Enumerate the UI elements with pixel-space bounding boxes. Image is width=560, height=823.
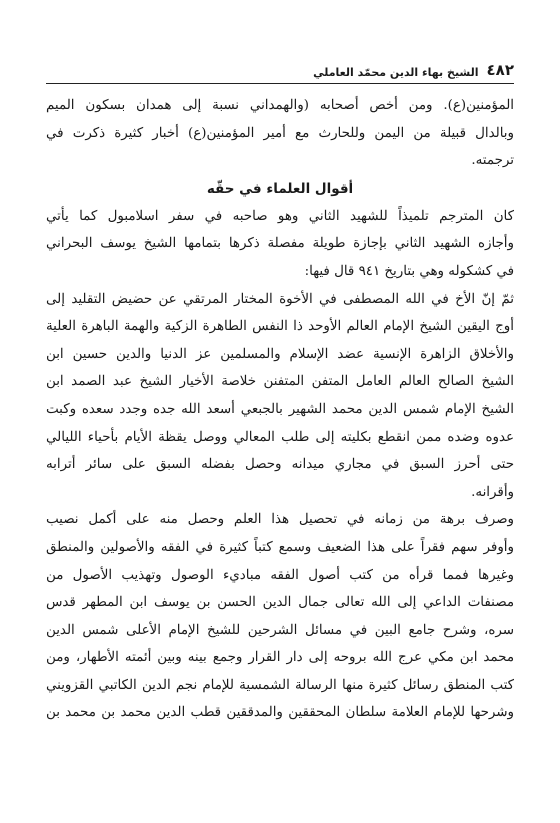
text-line: وشرحها للإمام العلامة سلطان المحققين والمدققين قطب الدين محمد بن محمد بن (46, 705, 514, 721)
text-line: ترجمته. (471, 153, 514, 169)
text-line: أوج اليقين الشيخ الإمام العالم الأوحد ذا النفس الطاهرة الزكية والهمة الباهرة العلية (46, 319, 514, 335)
text-line: كان المترجم تلميذاً للشهيد الثاني وهو صاحبه في سفر اسلامبول كما يأتي (46, 208, 514, 224)
text-line: وصرف برهة من زمانه في تحصيل هذا العلم وحصل منه على أكمل نصيب (46, 512, 514, 528)
section-heading: أقوال العلماء في حقّه (206, 180, 354, 197)
text-line: الشيخ الصالح العالم العامل المتفن المتفنن خلاصة الأخيار الشيخ عبد الصمد ابن (46, 374, 514, 390)
text-line: والأخلاق الزاهرة الإنسية عضد الإسلام والمسلمين عز الدنيا والدين حسين ابن (46, 346, 514, 362)
text-line: الشيخ الإمام شمس الدين محمد الشهير بالجبعي أسعد الله جده وجدد سعده وكبت (46, 401, 514, 417)
page-number: ٤٨٢ (486, 61, 514, 79)
text-line: حتى أحرز السبق في مجاري ميدانه وحصل بفضله السبق على سائر أترابه (46, 457, 514, 473)
text-line: ثمّ إنّ الأخ في الله المصطفى في الأخوة المختار المرتقي عن حضيض التقليد إلى (46, 291, 514, 307)
page-header (46, 58, 514, 84)
text-line: وغيرها فمما قرأه من كتب أصول الفقه مباديء الوصول وتهذيب الأصول من (46, 567, 514, 583)
running-title: الشيخ بهاء الدين محمّد العاملي (313, 66, 479, 79)
text-line: كتب المنطق رسائل كثيرة منها الرسالة الشمسية للإمام نجم الدين الكاتبي القزويني (46, 677, 514, 693)
text-line: في كشكوله وهي بتاريخ ٩٤١ قال فيها: (304, 263, 514, 279)
text-line: عدوه وضده ممن انقطع بكليته إلى طلب المعالي ووصل يقظة الأيام بأحياء الليالي (46, 429, 514, 445)
text-line: سره، وشرح جامع البين في مسائل الشرحين للشيخ الإمام الأعلى شمس الدين (46, 622, 514, 638)
book-page (46, 58, 514, 818)
text-line: وبالدال قبيلة من اليمن وللحارث مع أمير المؤمنين(ع) أخبار كثيرة ذكرت في (46, 125, 514, 141)
text-line: وأقرانه. (471, 484, 514, 500)
text-line: مصنفات الداعي إلى الله تعالى جمال الدين الحسن بن يوسف ابن المطهر قدس (46, 595, 514, 611)
text-line: محمد ابن مكي عرج الله بروحه إلى دار القرار وجمع بينه وبين أئمته الأطهار، ومن (46, 650, 514, 666)
page-body (46, 92, 514, 727)
text-line: المؤمنين(ع). ومن أخص أصحابه (والهمداني نسبة إلى همدان بسكون الميم (46, 98, 514, 113)
text-line: وأجازه الشهيد الثاني بإجازة طويلة مفصلة ذكرها بتمامها الشيخ يوسف البحراني (46, 236, 514, 252)
text-line: وأوفر سهم فقراً على هذا الضعيف وسمع كتباً كثيرة في الفقه والأصولين والمنطق (46, 539, 514, 555)
